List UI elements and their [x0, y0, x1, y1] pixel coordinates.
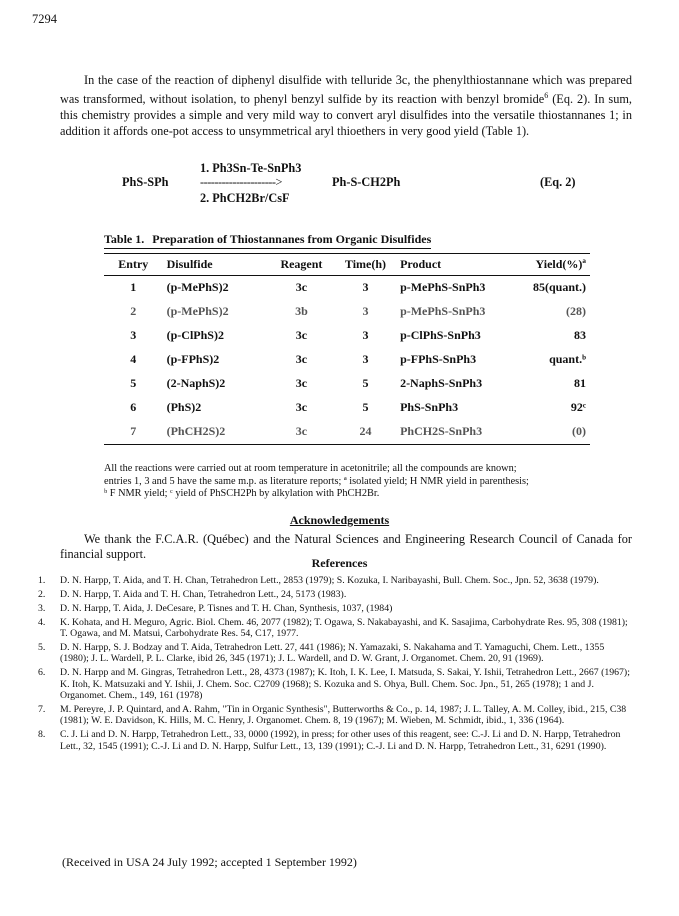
- cell-product: p-MePhS-SnPh3: [400, 304, 486, 318]
- reference-text: M. Pereyre, J. P. Quintard, and A. Rahm, "Tin in Organic Synthesis", Butterworths & Co., p. 14, 1987; J. L. Talley, A. M. Colley, ibid., 215, C38 (1981); W. E. Davidson, K. Hills, M. C. Henry, J. Organomet. Chem. 8, 19 (1967); M. Wieben, M. Schmidt, ibid., 1, 336 (1964).: [60, 704, 627, 727]
- cell-reagent: 3c: [295, 352, 308, 366]
- paragraph-text-2: (Eq. 2). In sum, this chemistry provides a simple and very mild way to convert aryl disulfides into the versatile thiostannanes 1; in addition it affords one-pot access to unsymmetrical aryl thioethers in very good yield (Table 1).: [60, 92, 632, 139]
- cell-yield: 92ᶜ: [570, 400, 586, 414]
- cell-disulfide: (p-MePhS)2: [166, 280, 229, 294]
- table-row: [104, 348, 590, 372]
- reference-text: D. N. Harpp, T. Aida, and T. H. Chan, Tetrahedron Lett., 2853 (1979); S. Kozuka, I. Naribayashi, Bull. Chem. Soc., Jpn. 52, 3638 (1979).: [60, 575, 599, 586]
- cell-yield: (28): [566, 304, 586, 318]
- table-footnote: [104, 463, 604, 501]
- reference-text: D. N. Harpp, T. Aida, J. DeCesare, P. Tisnes and T. H. Chan, Synthesis, 1037, (1984): [60, 602, 393, 614]
- reference-item: [38, 667, 632, 701]
- reference-text: D. N. Harpp and M. Gingras, Tetrahedron Lett., 28, 4373 (1987); K. Itoh, I. K. Lee, I. Matsuda, S. Sakai, Y. Ishii, Tetrahedron Lett., 2667 (1967); K. Itoh, K. Matsuzaki and Y. Ishii, J. Chem. Soc. C2709 (1968); S. Kozuka and S. Ohya, Bull. Chem. Soc. Jpn., 51, 265 (1978); 1 and J. Organomet. Chem., 149, 161 (1978): [60, 667, 630, 702]
- reference-number: 1.: [38, 575, 46, 586]
- references-list: [38, 575, 632, 755]
- received-date: (Received in USA 24 July 1992; accepted 1 September 1992): [62, 855, 357, 869]
- cell-reagent: 3c: [295, 328, 308, 342]
- reference-number: 2.: [38, 588, 46, 600]
- equation-step-1: 1. Ph3Sn-Te-SnPh3: [200, 161, 302, 175]
- reference-number: 7.: [38, 704, 46, 716]
- equation-label: (Eq. 2): [540, 175, 576, 189]
- table-row: [104, 372, 590, 396]
- cell-reagent: 3b: [295, 304, 308, 318]
- header-time: Time(h): [335, 254, 396, 276]
- reference-item: [38, 603, 632, 614]
- cell-time: 5: [362, 376, 369, 390]
- reference-item: [38, 642, 632, 665]
- cell-reagent: 3c: [295, 424, 308, 438]
- reference-number: 3.: [38, 602, 46, 614]
- cell-product: 2-NaphS-SnPh3: [400, 376, 483, 390]
- reference-text: C. J. Li and D. N. Harpp, Tetrahedron Lett., 33, 0000 (1992), in press; for other uses of this reagent, see: C.-J. Li and D. N. Harpp, Tetrahedron Lett., 32, 1545 (1991); C.-J. Li and D. N. Harpp, Sulfur Lett., 13, 139 (1991); C.-J. Li and D. N. Harpp, Tetrahedron Lett., 31, 6291 (1990).: [60, 729, 621, 752]
- cell-time: 5: [362, 400, 369, 414]
- footnote-line: entries 1, 3 and 5 have the same m.p. as literature reports; ª isolated yield; H NMR yield in parenthesis;: [104, 475, 529, 487]
- cell-product: p-ClPhS-SnPh3: [400, 328, 481, 342]
- acknowledgements-heading: Acknowledgements: [289, 513, 390, 527]
- cell-entry: 5: [130, 376, 137, 390]
- equation-product: Ph-S-CH2Ph: [332, 175, 401, 189]
- equation-arrow: --------------------->: [200, 175, 282, 189]
- cell-entry: 4: [130, 352, 137, 366]
- reference-item: [38, 575, 632, 586]
- cell-time: 3: [362, 280, 369, 294]
- reference-item: [38, 729, 632, 752]
- reference-item: [38, 589, 632, 600]
- table-row: [104, 300, 590, 324]
- cell-time: 3: [362, 328, 369, 342]
- cell-disulfide: (p-MePhS)2: [166, 304, 229, 318]
- cell-reagent: 3c: [295, 280, 308, 294]
- footnote-line: ᵇ F NMR yield; ᶜ yield of PhSCH2Ph by alkylation with PhCH2Br.: [104, 488, 380, 500]
- table-caption-label: Table 1.: [104, 232, 145, 246]
- cell-yield: quant.ᵇ: [549, 352, 586, 366]
- table-row: [104, 324, 590, 348]
- cell-reagent: 3c: [295, 376, 308, 390]
- reference-text: K. Kohata, and H. Meguro, Agric. Biol. Chem. 46, 2077 (1982); T. Ogawa, S. Nakabayashi, and K. Sasajima, Carbohydrate Res. 95, 308 (1981); T. Ogawa, and M. Matsui, Carbohydrate Res. 54, C17, 1977.: [60, 616, 628, 640]
- header-product: Product: [396, 254, 529, 276]
- equation-step-2: 2. PhCH2Br/CsF: [200, 191, 290, 205]
- cell-time: 24: [359, 424, 372, 438]
- reference-superscript: 6: [544, 91, 549, 100]
- footnote-line: All the reactions were carried out at room temperature in acetonitrile; all the compounds are known;: [104, 463, 517, 474]
- table-header-row: [104, 254, 590, 276]
- reference-text: D. N. Harpp, T. Aida and T. H. Chan, Tetrahedron Lett., 24, 5173 (1983).: [60, 588, 347, 600]
- table-row: [104, 396, 590, 420]
- acknowledgements-paragraph: We thank the F.C.A.R. (Québec) and the Natural Sciences and Engineering Research Council of Canada for financial support.: [60, 532, 632, 561]
- table-caption-title: Preparation of Thiostannanes from Organic Disulfides: [152, 232, 432, 246]
- equation-2: [0, 160, 679, 210]
- cell-entry: 1: [130, 280, 137, 294]
- cell-yield: (0): [572, 424, 586, 438]
- paragraph-text-1: In the case of the reaction of diphenyl disulfide with telluride 3c, the phenylthiostannane which was prepared was transformed, without isolation, to phenyl benzyl sulfide by its reaction with benzyl bromide: [60, 73, 632, 107]
- cell-time: 3: [362, 352, 369, 366]
- cell-disulfide: (2-NaphS)2: [166, 376, 226, 390]
- cell-yield: 81: [574, 376, 586, 390]
- reference-item: [38, 617, 632, 640]
- cell-disulfide: (PhS)2: [166, 400, 202, 414]
- reference-number: 6.: [38, 667, 46, 679]
- equation-reactant: PhS-SPh: [122, 175, 169, 189]
- cell-disulfide: (p-FPhS)2: [166, 352, 220, 366]
- references-heading: References: [311, 556, 368, 570]
- cell-disulfide: (PhCH2S)2: [166, 424, 226, 438]
- cell-product: p-MePhS-SnPh3: [400, 280, 486, 294]
- header-disulfide: Disulfide: [163, 254, 268, 276]
- reference-number: 8.: [38, 729, 46, 741]
- header-reagent: Reagent: [268, 254, 335, 276]
- table-caption: [104, 232, 431, 249]
- cell-entry: 2: [130, 304, 137, 318]
- cell-product: PhCH2S-SnPh3: [400, 424, 483, 438]
- reference-number: 4.: [38, 616, 46, 628]
- reference-text: D. N. Harpp, S. J. Bodzay and T. Aida, Tetrahedron Lett. 27, 441 (1986); N. Yamazaki, S. Nakahama and T. Yamaguchi, Chem. Lett., 1355 (1980); J. L. Wardell, P. L. Clarke, ibid 26, 345 (1971); J. L. Wardell, and D. W. Grant, J. Organomet. Chem. 20, 91 (1969).: [60, 642, 605, 665]
- cell-entry: 7: [130, 424, 137, 438]
- cell-yield: 85(quant.): [532, 280, 586, 294]
- page-number: 7294: [32, 12, 57, 26]
- cell-time: 3: [362, 304, 369, 318]
- cell-disulfide: (p-ClPhS)2: [166, 328, 224, 342]
- header-entry: Entry: [104, 254, 163, 276]
- cell-yield: 83: [574, 328, 586, 342]
- cell-entry: 3: [130, 328, 137, 342]
- cell-entry: 6: [130, 400, 137, 414]
- table-row: [104, 276, 590, 301]
- header-yield: Yield(%)ª: [529, 254, 590, 276]
- cell-product: PhS-SnPh3: [400, 400, 459, 414]
- reference-number: 5.: [38, 642, 46, 654]
- body-paragraph: [60, 72, 632, 139]
- results-table: [104, 253, 590, 445]
- cell-product: p-FPhS-SnPh3: [400, 352, 477, 366]
- cell-reagent: 3c: [295, 400, 308, 414]
- reference-item: [38, 704, 632, 727]
- table-row: [104, 420, 590, 445]
